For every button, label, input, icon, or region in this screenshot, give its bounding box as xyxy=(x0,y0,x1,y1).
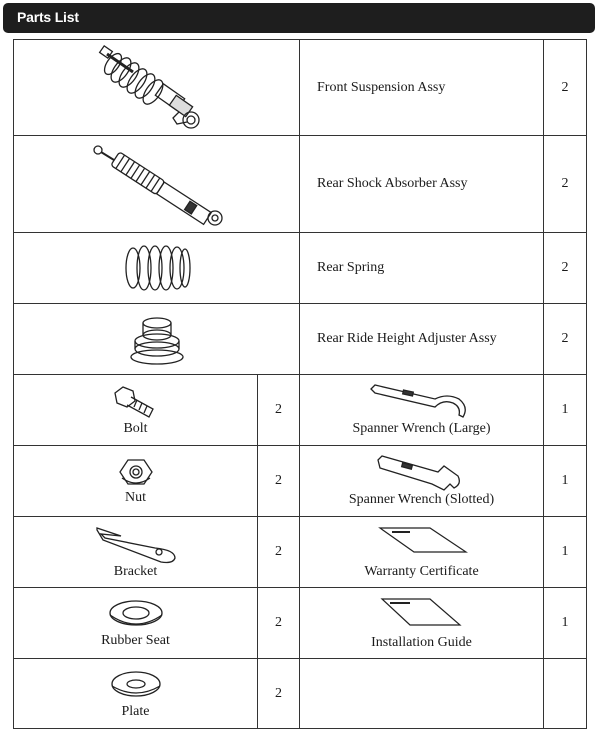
table-row xyxy=(14,136,587,233)
empty-cell xyxy=(300,659,544,729)
part-image-cell xyxy=(14,40,300,136)
part-quantity: 2 xyxy=(258,588,300,659)
part-name: Nut xyxy=(125,490,146,505)
certificate-icon xyxy=(374,524,470,564)
part-quantity: 2 xyxy=(258,517,300,588)
table-row xyxy=(14,40,587,136)
coil-spring-icon xyxy=(117,240,197,296)
part-image-cell xyxy=(14,233,300,304)
part-image-cell xyxy=(14,136,300,233)
table-row xyxy=(14,588,587,659)
section-title: Parts List xyxy=(17,9,79,25)
part-name: Rear Shock Absorber Assy xyxy=(300,136,544,233)
part-quantity: 2 xyxy=(544,304,587,375)
part-quantity: 1 xyxy=(544,517,587,588)
bracket-icon xyxy=(93,524,179,564)
section-header xyxy=(3,3,595,33)
table-row xyxy=(14,446,587,517)
part-image-cell xyxy=(14,304,300,375)
part-quantity: 2 xyxy=(544,233,587,304)
part-quantity: 2 xyxy=(258,375,300,446)
part-quantity: 2 xyxy=(544,40,587,136)
spanner-wrench-icon xyxy=(367,383,477,421)
empty-cell xyxy=(544,659,587,729)
bolt-icon xyxy=(111,383,161,421)
part-name: Front Suspension Assy xyxy=(300,40,544,136)
part-cell xyxy=(300,375,544,446)
part-name: Bolt xyxy=(123,421,148,436)
part-quantity: 2 xyxy=(544,136,587,233)
guide-booklet-icon xyxy=(374,595,470,635)
table-row xyxy=(14,375,587,446)
table-row xyxy=(14,304,587,375)
coilover-icon xyxy=(87,42,227,134)
part-quantity: 2 xyxy=(258,659,300,729)
part-name: Rear Ride Height Adjuster Assy xyxy=(300,304,544,375)
slotted-spanner-icon xyxy=(372,454,472,492)
rubber-seat-icon xyxy=(106,597,166,633)
part-name: Warranty Certificate xyxy=(364,564,479,579)
part-name: Spanner Wrench (Slotted) xyxy=(348,492,495,507)
nut-icon xyxy=(118,456,154,490)
part-quantity: 1 xyxy=(544,588,587,659)
part-name: Installation Guide xyxy=(371,635,472,650)
part-cell xyxy=(300,588,544,659)
plate-icon xyxy=(106,668,166,704)
part-cell xyxy=(14,517,258,588)
part-quantity: 1 xyxy=(544,375,587,446)
part-name: Spanner Wrench (Large) xyxy=(352,421,491,436)
table-row xyxy=(14,233,587,304)
part-cell xyxy=(300,517,544,588)
table-row xyxy=(14,659,587,729)
part-cell xyxy=(14,659,258,729)
part-quantity: 2 xyxy=(258,446,300,517)
part-cell xyxy=(14,588,258,659)
table-row xyxy=(14,517,587,588)
height-adjuster-icon xyxy=(127,311,187,367)
part-name: Rear Spring xyxy=(300,233,544,304)
part-cell xyxy=(14,375,258,446)
shock-absorber-icon xyxy=(82,138,232,230)
part-name: Rubber Seat xyxy=(101,633,170,648)
part-quantity: 1 xyxy=(544,446,587,517)
part-cell xyxy=(300,446,544,517)
parts-table xyxy=(13,39,587,729)
part-name: Bracket xyxy=(113,564,158,579)
part-name: Plate xyxy=(121,703,150,719)
part-cell xyxy=(14,446,258,517)
